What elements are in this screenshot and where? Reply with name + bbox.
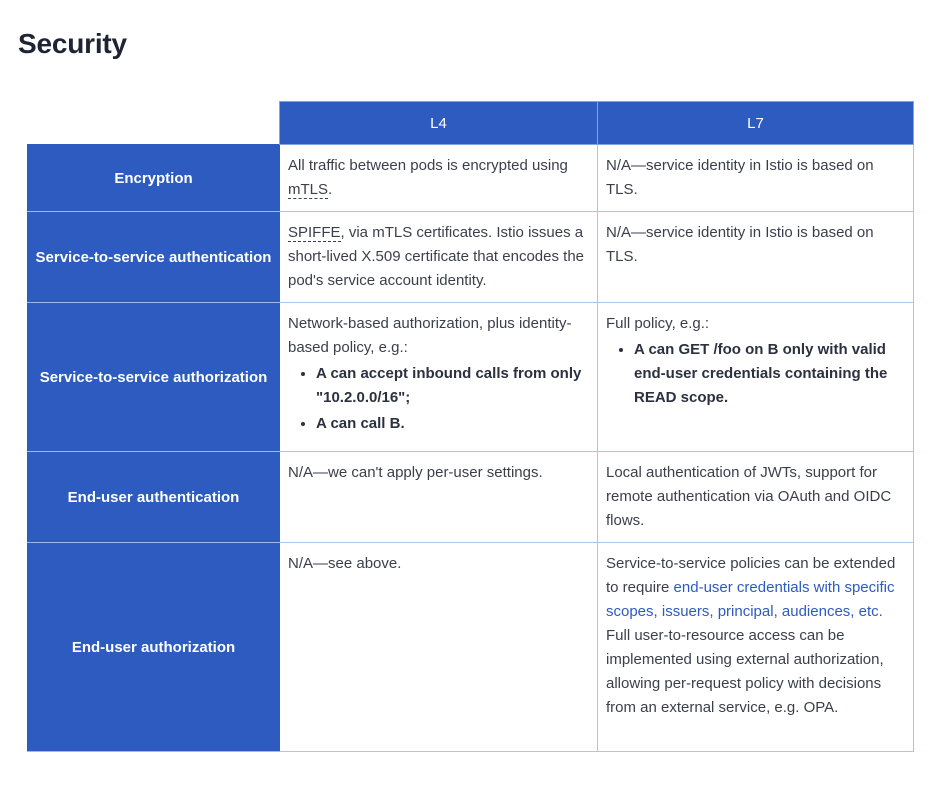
cell-end-user-authentication-l7: Local authentication of JWTs, support for remote authentication via OAuth and OIDC flows.	[598, 452, 914, 543]
cell-service-authorization-l4	[280, 303, 598, 452]
cell-end-user-authorization-l7	[598, 543, 914, 752]
row-header-end-user-authorization: End-user authorization	[28, 543, 280, 752]
row-header-service-authentication: Service-to-service authentication	[28, 212, 280, 303]
cell-end-user-authentication-l4: N/A—we can't apply per-user settings.	[280, 452, 598, 543]
security-table	[27, 101, 914, 752]
table-header-row	[28, 102, 914, 145]
cell-text: .	[328, 181, 333, 198]
cell-text: All traffic between pods is encrypted using	[288, 157, 568, 174]
column-header-l7: L7	[598, 102, 914, 145]
column-header-l4: L4	[280, 102, 598, 145]
row-header-encryption: Encryption	[28, 145, 280, 212]
cell-service-authentication-l7: N/A—service identity in Istio is based on TLS.	[598, 212, 914, 303]
cell-encryption-l7: N/A—service identity in Istio is based on TLS.	[598, 145, 914, 212]
list-item: • A can call B.	[316, 412, 589, 436]
cell-end-user-authorization-l4: N/A—see above.	[280, 543, 598, 752]
end-user-credentials-link[interactable]: end-user credentials with specific scopes, issuers, principal, audiences, etc.	[606, 579, 895, 620]
bullet-list	[606, 338, 905, 410]
abbr-spiffe[interactable]: SPIFFE	[288, 224, 341, 241]
table-row-encryption	[28, 145, 914, 212]
abbr-mtls[interactable]: mTLS	[288, 181, 329, 198]
cell-text: Full user-to-resource access can be implemented using external authorization, allowing per-request policy with decisions from an external service, e.g. OPA.	[606, 627, 884, 716]
cell-text: , via mTLS certificates. Istio issues a short-lived X.509 certificate that encodes the pod's service account identity.	[288, 224, 585, 289]
table-row-service-authorization	[28, 303, 914, 452]
cell-text: Service-to-service policies can be extended to require	[606, 555, 896, 596]
table-row-end-user-authentication	[28, 452, 914, 543]
cell-encryption-l4	[280, 145, 598, 212]
row-header-end-user-authentication: End-user authentication	[28, 452, 280, 543]
list-item: • A can GET /foo on B only with valid end-user credentials containing the READ scope.	[634, 338, 905, 410]
cell-service-authentication-l4	[280, 212, 598, 303]
table-corner-cell	[28, 102, 280, 145]
table-row-service-authentication	[28, 212, 914, 303]
row-header-service-authorization: Service-to-service authorization	[28, 303, 280, 452]
page-title: Security	[18, 28, 127, 59]
cell-text: Full policy, e.g.:	[606, 315, 710, 332]
cell-service-authorization-l7	[598, 303, 914, 452]
cell-text: Network-based authorization, plus identity-based policy, e.g.:	[288, 315, 572, 356]
bullet-list	[288, 362, 589, 436]
list-item: • A can accept inbound calls from only "10.2.0.0/16";	[316, 362, 589, 410]
table-row-end-user-authorization	[28, 543, 914, 752]
